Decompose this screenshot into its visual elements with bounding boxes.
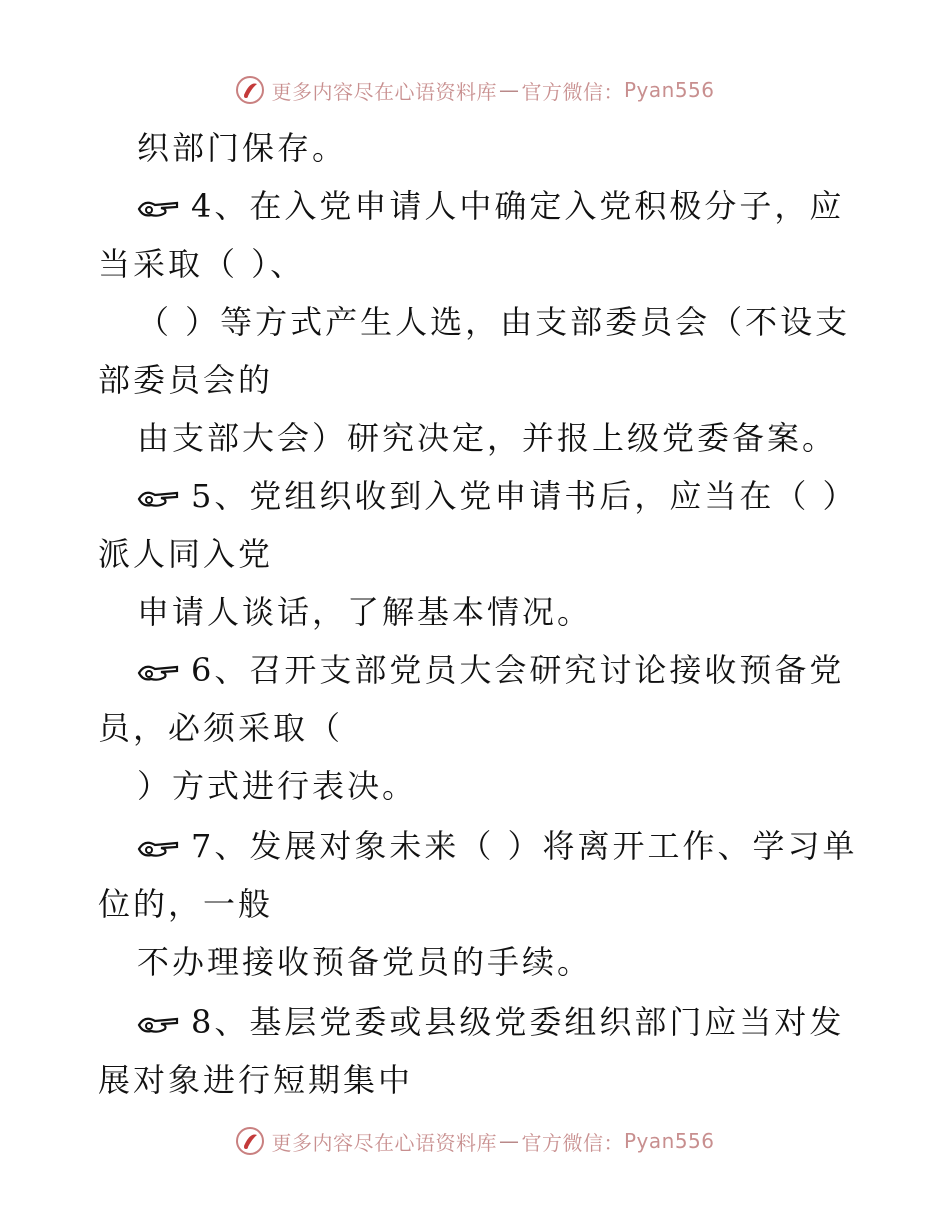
- text-line: 当采取（ ）、: [98, 245, 306, 283]
- text-line: 申请人谈话，了解基本情况。: [137, 593, 593, 631]
- question-text: 8、基层党委或县级党委组织部门应当对发: [191, 1003, 845, 1041]
- question-line: [137, 650, 844, 690]
- question-line: [137, 826, 858, 866]
- pointing-hand-icon: [137, 835, 181, 859]
- pointing-hand-icon: [137, 1011, 181, 1035]
- text-line: 员，必须采取（: [98, 709, 344, 747]
- text-line: 由支部大会）研究决定，并报上级党委备案。: [137, 419, 838, 457]
- wechat-label: 官方微信：: [521, 1130, 624, 1155]
- wechat-label: 官方微信：: [521, 79, 624, 104]
- brand-logo-icon: [235, 75, 265, 105]
- text-line: 不办理接收预备党员的手续。: [137, 943, 593, 981]
- wechat-id: Pyan556: [623, 1129, 715, 1153]
- question-text: 6、召开支部党员大会研究讨论接收预备党: [191, 651, 845, 689]
- text-line: 派人同入党: [98, 535, 274, 573]
- watermark-separator: —: [498, 1129, 520, 1153]
- question-line: [137, 1002, 844, 1042]
- question-line: [137, 186, 844, 226]
- question-text: 7、发展对象未来（ ）将离开工作、学习单: [191, 827, 858, 865]
- watermark-separator: —: [498, 78, 520, 102]
- pointing-hand-icon: [137, 485, 181, 509]
- wechat-id: Pyan556: [623, 78, 715, 102]
- text-line: （ ）等方式产生人选，由支部委员会（不设支: [137, 303, 851, 341]
- watermark-banner-bottom: [0, 1121, 950, 1161]
- question-text: 4、在入党申请人中确定入党积极分子，应: [191, 187, 845, 225]
- question-line: [137, 476, 858, 516]
- watermark-text: 更多内容尽在心语资料库: [271, 1130, 497, 1155]
- text-line: 展对象进行短期集中: [98, 1061, 414, 1099]
- text-line: 织部门保存。: [137, 129, 348, 167]
- text-line: 位的，一般: [98, 885, 274, 923]
- question-text: 5、党组织收到入党申请书后，应当在（ ）: [191, 477, 858, 515]
- text-line: 部委员会的: [98, 361, 274, 399]
- pointing-hand-icon: [137, 659, 181, 683]
- brand-logo-icon: [235, 1126, 265, 1156]
- watermark-text: 更多内容尽在心语资料库: [271, 79, 497, 104]
- text-line: ）方式进行表决。: [137, 767, 418, 805]
- pointing-hand-icon: [137, 195, 181, 219]
- watermark-banner-top: [0, 70, 950, 110]
